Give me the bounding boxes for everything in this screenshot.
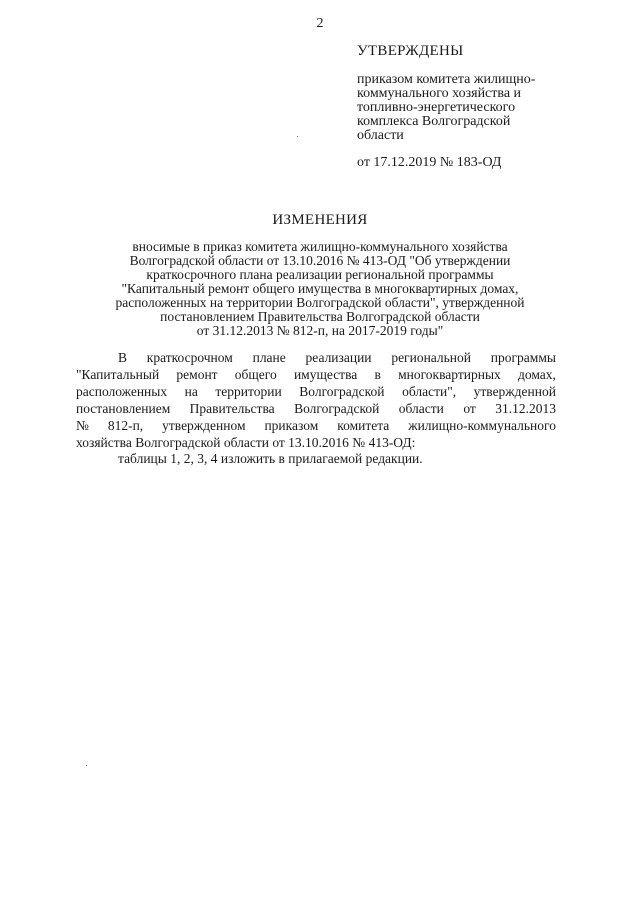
subject-line: вносимые в приказ комитета жилищно-коммунального хозяйства <box>132 239 508 254</box>
body-line: "Капитальный ремонт общего имущества в многоквартирных домах, <box>76 367 556 382</box>
body-line: постановлением Правительства Волгоградской области от 31.12.2013 <box>76 401 556 416</box>
page-number: 2 <box>316 16 324 31</box>
subject-line: от 31.12.2013 № 812-п, на 2017-2019 годы" <box>196 323 444 338</box>
approval-date: от 17.12.2019 № 183-ОД <box>357 155 502 170</box>
scan-speck <box>297 136 298 137</box>
body-paragraph <box>76 349 556 451</box>
approval-line: коммунального хозяйства и <box>357 86 522 101</box>
document-subject <box>80 240 560 338</box>
approval-line: комплекса Волгоградской <box>357 114 511 129</box>
subject-line: расположенных на территории Волгоградской области", утвержденной <box>115 295 525 310</box>
approval-line: области <box>357 128 404 143</box>
subject-line: постановлением Правительства Волгоградской области <box>160 309 480 324</box>
body-line: хозяйства Волгоградской области от 13.10.2016 № 413-ОД: <box>76 435 416 450</box>
body-line: расположенных на территории Волгоградской области", утвержденной <box>76 384 556 399</box>
body-line: № 812-п, утвержденном приказом комитета жилищно-коммунального <box>76 418 556 433</box>
body-line: В краткосрочном плане реализации региональной программы <box>118 350 556 365</box>
subject-line: Волгоградской области от 13.10.2016 № 413-ОД "Об утверждении <box>129 253 511 268</box>
approval-line: топливно-энергетического <box>357 100 516 115</box>
approval-block <box>357 44 587 170</box>
subject-line: "Капитальный ремонт общего имущества в многоквартирных домах, <box>121 281 519 296</box>
scan-speck <box>86 765 87 766</box>
approval-line: приказом комитета жилищно- <box>357 72 536 87</box>
approval-title: УТВЕРЖДЕНЫ <box>357 43 464 59</box>
document-title: ИЗМЕНЕНИЯ <box>272 212 368 228</box>
subject-line: краткосрочного плана реализации региональной программы <box>146 267 494 282</box>
final-instruction: таблицы 1, 2, 3, 4 изложить в прилагаемой редакции. <box>118 451 423 466</box>
